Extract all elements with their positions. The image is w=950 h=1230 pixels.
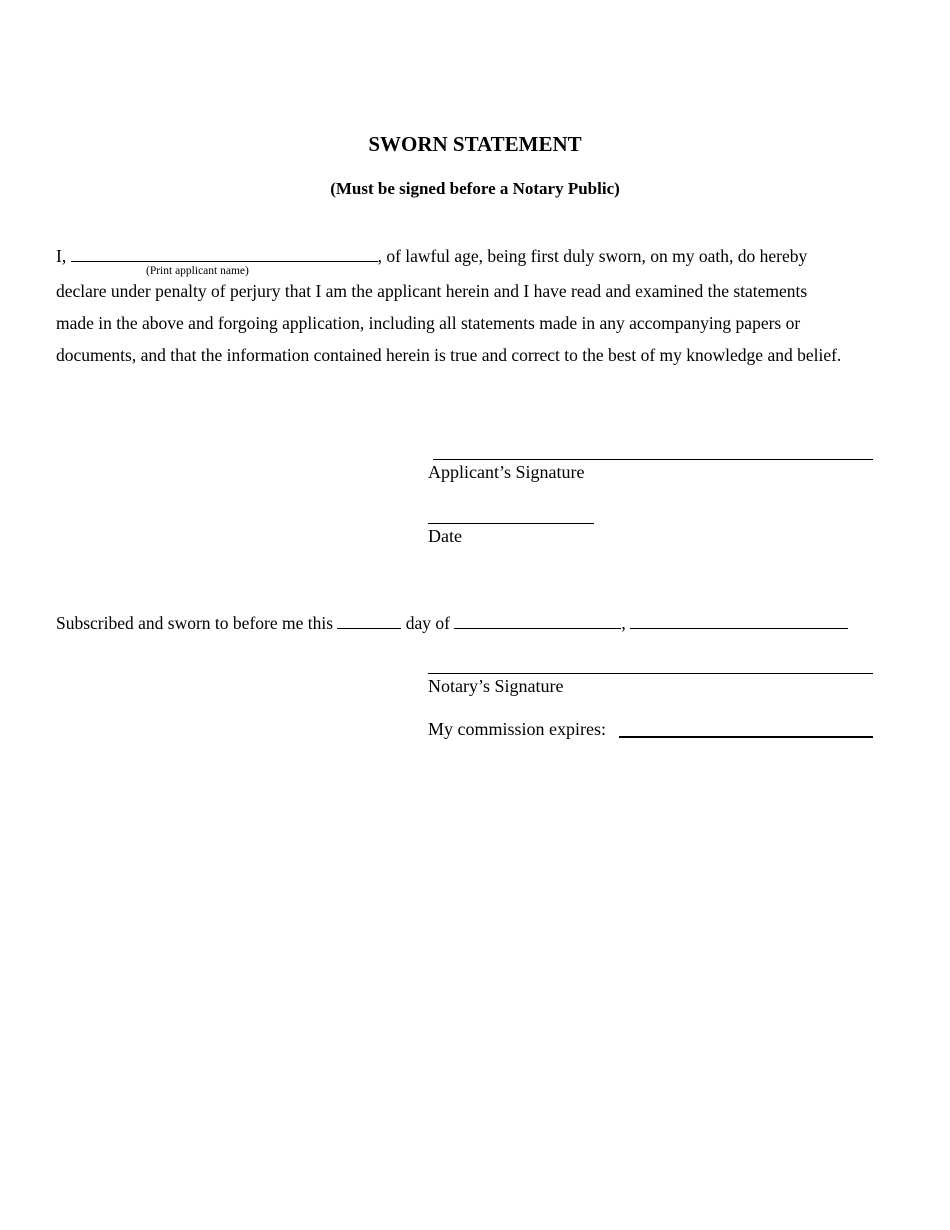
sworn-line [56,612,848,633]
document-title: SWORN STATEMENT [368,132,582,156]
sworn-year-field[interactable] [630,612,848,629]
sworn-day-field[interactable] [337,612,401,629]
applicant-name-field[interactable] [71,245,378,262]
notary-signature-field[interactable] [428,673,873,674]
sworn-month-field[interactable] [454,612,621,629]
sworn-prefix: Subscribed and sworn to before me this [56,613,334,633]
sworn-day-of: day of [405,613,451,633]
statement-line-1-rest: , of lawful age, being first duly sworn, on my oath, do hereby [377,246,808,266]
document-subtitle: (Must be signed before a Notary Public) [330,179,620,198]
date-field[interactable] [428,523,594,524]
commission-expires-field[interactable] [619,736,873,738]
applicant-signature-field[interactable] [433,459,873,460]
date-label: Date [428,526,462,546]
applicant-name-hint: (Print applicant name) [146,265,249,277]
statement-prefix: I, [56,246,67,266]
statement-line-4: documents, and that the information contained herein is true and correct to the best of my knowledge and belief. [56,345,842,365]
sworn-comma: , [621,613,626,633]
statement-line-1 [56,245,807,266]
applicant-signature-label: Applicant’s Signature [428,462,585,482]
notary-signature-label: Notary’s Signature [428,676,564,696]
statement-line-3: made in the above and forgoing application, including all statements made in any accompanying papers or [56,313,801,333]
commission-expires-label: My commission expires: [428,719,606,739]
statement-line-2: declare under penalty of perjury that I am the applicant herein and I have read and examined the statements [56,281,808,301]
